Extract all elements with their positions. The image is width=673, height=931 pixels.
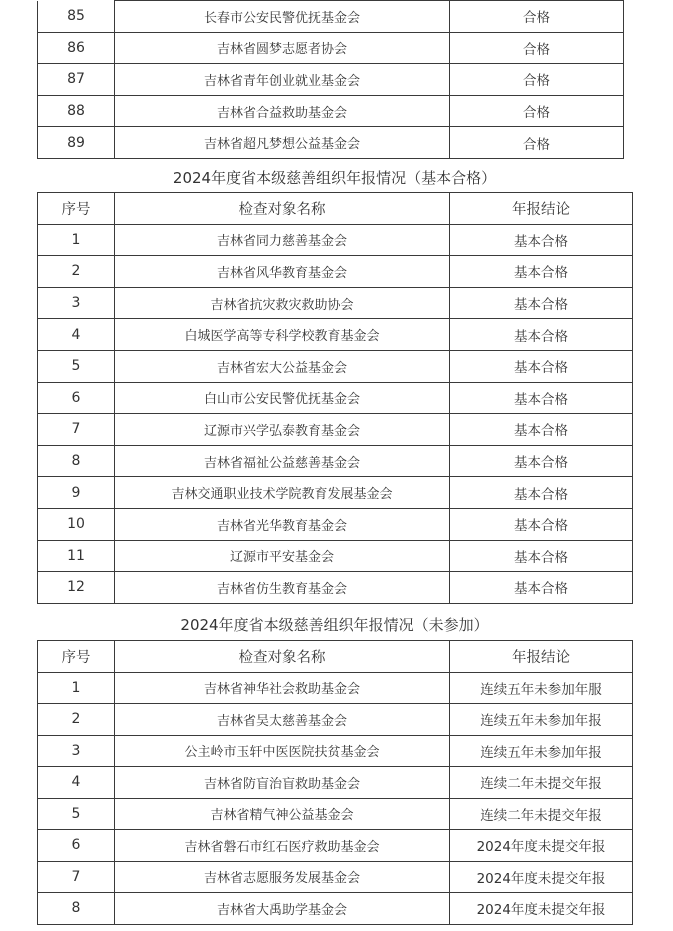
report-result: 2024年度未提交年报: [450, 830, 633, 862]
row-number: 10: [38, 508, 115, 540]
table-row: [38, 287, 633, 319]
org-name: 公主岭市玉轩中医医院扶贫基金会: [115, 735, 450, 767]
table-row: [38, 830, 633, 862]
table-row: [38, 319, 633, 351]
row-number: 2: [38, 256, 115, 288]
row-number: 3: [38, 287, 115, 319]
row-number: 7: [38, 861, 115, 893]
org-name: 吉林省精气神公益基金会: [115, 798, 450, 830]
row-number: 11: [38, 540, 115, 572]
table-row: [38, 414, 633, 446]
report-result: 连续二年未提交年报: [450, 767, 633, 799]
report-result: 2024年度未提交年报: [450, 893, 633, 925]
table-row: [38, 735, 633, 767]
org-name: 吉林省福祉公益慈善基金会: [115, 445, 450, 477]
table-row: [38, 893, 633, 925]
org-name: 吉林交通职业技术学院教育发展基金会: [115, 477, 450, 509]
table-row: [38, 95, 624, 127]
org-name: 吉林省圆梦志愿者协会: [115, 32, 450, 64]
row-number: 6: [38, 830, 115, 862]
table-row: [38, 1, 624, 33]
report-result: 基本合格: [450, 445, 633, 477]
table-row: [38, 64, 624, 96]
row-number: 87: [38, 64, 115, 96]
report-result: 基本合格: [450, 508, 633, 540]
table-row: [38, 445, 633, 477]
row-number: 1: [38, 672, 115, 704]
header-result: 年报结论: [450, 193, 633, 225]
table-row: [38, 672, 633, 704]
header-no: 序号: [38, 193, 115, 225]
table-row: [38, 224, 633, 256]
report-result: 合格: [450, 1, 624, 33]
report-result: 基本合格: [450, 414, 633, 446]
report-result: 基本合格: [450, 382, 633, 414]
org-name: 白山市公安民警优抚基金会: [115, 382, 450, 414]
report-result: 连续五年未参加年报: [450, 735, 633, 767]
org-name: 吉林省风华教育基金会: [115, 256, 450, 288]
row-number: 3: [38, 735, 115, 767]
table-header-row: [38, 193, 633, 225]
row-number: 89: [38, 127, 115, 159]
table-row: [38, 704, 633, 736]
header-no: 序号: [38, 641, 115, 673]
not-participated-title: 2024年度省本级慈善组织年报情况（未参加）: [180, 616, 489, 634]
row-number: 6: [38, 382, 115, 414]
table-row: [38, 572, 633, 604]
row-number: 4: [38, 767, 115, 799]
row-number: 9: [38, 477, 115, 509]
table-row: [38, 798, 633, 830]
org-name: 吉林省同力慈善基金会: [115, 224, 450, 256]
report-result: 基本合格: [450, 540, 633, 572]
basic-qualified-table: [37, 192, 633, 604]
org-name: 吉林省磐石市红石医疗救助基金会: [115, 830, 450, 862]
report-result: 连续二年未提交年报: [450, 798, 633, 830]
report-result: 基本合格: [450, 350, 633, 382]
row-number: 12: [38, 572, 115, 604]
basic-qualified-title: 2024年度省本级慈善组织年报情况（基本合格）: [172, 169, 497, 187]
not-participated-table: [37, 640, 633, 925]
report-result: 合格: [450, 95, 624, 127]
row-number: 7: [38, 414, 115, 446]
row-number: 86: [38, 32, 115, 64]
row-number: 1: [38, 224, 115, 256]
row-number: 5: [38, 798, 115, 830]
report-result: 基本合格: [450, 287, 633, 319]
report-result: 基本合格: [450, 224, 633, 256]
org-name: 吉林省志愿服务发展基金会: [115, 861, 450, 893]
report-result: 合格: [450, 127, 624, 159]
row-number: 4: [38, 319, 115, 351]
report-result: 连续五年未参加年报: [450, 704, 633, 736]
org-name: 长春市公安民警优抚基金会: [115, 1, 450, 33]
table-row: [38, 127, 624, 159]
table-row: [38, 540, 633, 572]
report-result: 基本合格: [450, 256, 633, 288]
row-number: 8: [38, 445, 115, 477]
table-row: [38, 350, 633, 382]
org-name: 吉林省宏大公益基金会: [115, 350, 450, 382]
org-name: 白城医学高等专科学校教育基金会: [115, 319, 450, 351]
org-name: 吉林省仿生教育基金会: [115, 572, 450, 604]
table-row: [38, 477, 633, 509]
org-name: 吉林省大禹助学基金会: [115, 893, 450, 925]
report-result: 2024年度未提交年报: [450, 861, 633, 893]
header-name: 检查对象名称: [115, 641, 450, 673]
row-number: 5: [38, 350, 115, 382]
org-name: 吉林省吴太慈善基金会: [115, 704, 450, 736]
qualified-table: [37, 0, 624, 159]
table-row: [38, 382, 633, 414]
table-row: [38, 508, 633, 540]
table-row: [38, 767, 633, 799]
org-name: 吉林省光华教育基金会: [115, 508, 450, 540]
row-number: 85: [38, 1, 115, 33]
org-name: 吉林省防盲治盲救助基金会: [115, 767, 450, 799]
org-name: 吉林省青年创业就业基金会: [115, 64, 450, 96]
table-header-row: [38, 641, 633, 673]
row-number: 88: [38, 95, 115, 127]
report-result: 合格: [450, 64, 624, 96]
report-result: 基本合格: [450, 477, 633, 509]
org-name: 吉林省超凡梦想公益基金会: [115, 127, 450, 159]
row-number: 2: [38, 704, 115, 736]
table-row: [38, 256, 633, 288]
report-result: 基本合格: [450, 572, 633, 604]
report-result: 基本合格: [450, 319, 633, 351]
table-row: [38, 861, 633, 893]
table-row: [38, 32, 624, 64]
report-result: 合格: [450, 32, 624, 64]
org-name: 吉林省神华社会救助基金会: [115, 672, 450, 704]
header-name: 检查对象名称: [115, 193, 450, 225]
header-result: 年报结论: [450, 641, 633, 673]
org-name: 辽源市兴学弘泰教育基金会: [115, 414, 450, 446]
report-result: 连续五年未参加年服: [450, 672, 633, 704]
org-name: 吉林省合益救助基金会: [115, 95, 450, 127]
row-number: 8: [38, 893, 115, 925]
org-name: 吉林省抗灾救灾救助协会: [115, 287, 450, 319]
org-name: 辽源市平安基金会: [115, 540, 450, 572]
